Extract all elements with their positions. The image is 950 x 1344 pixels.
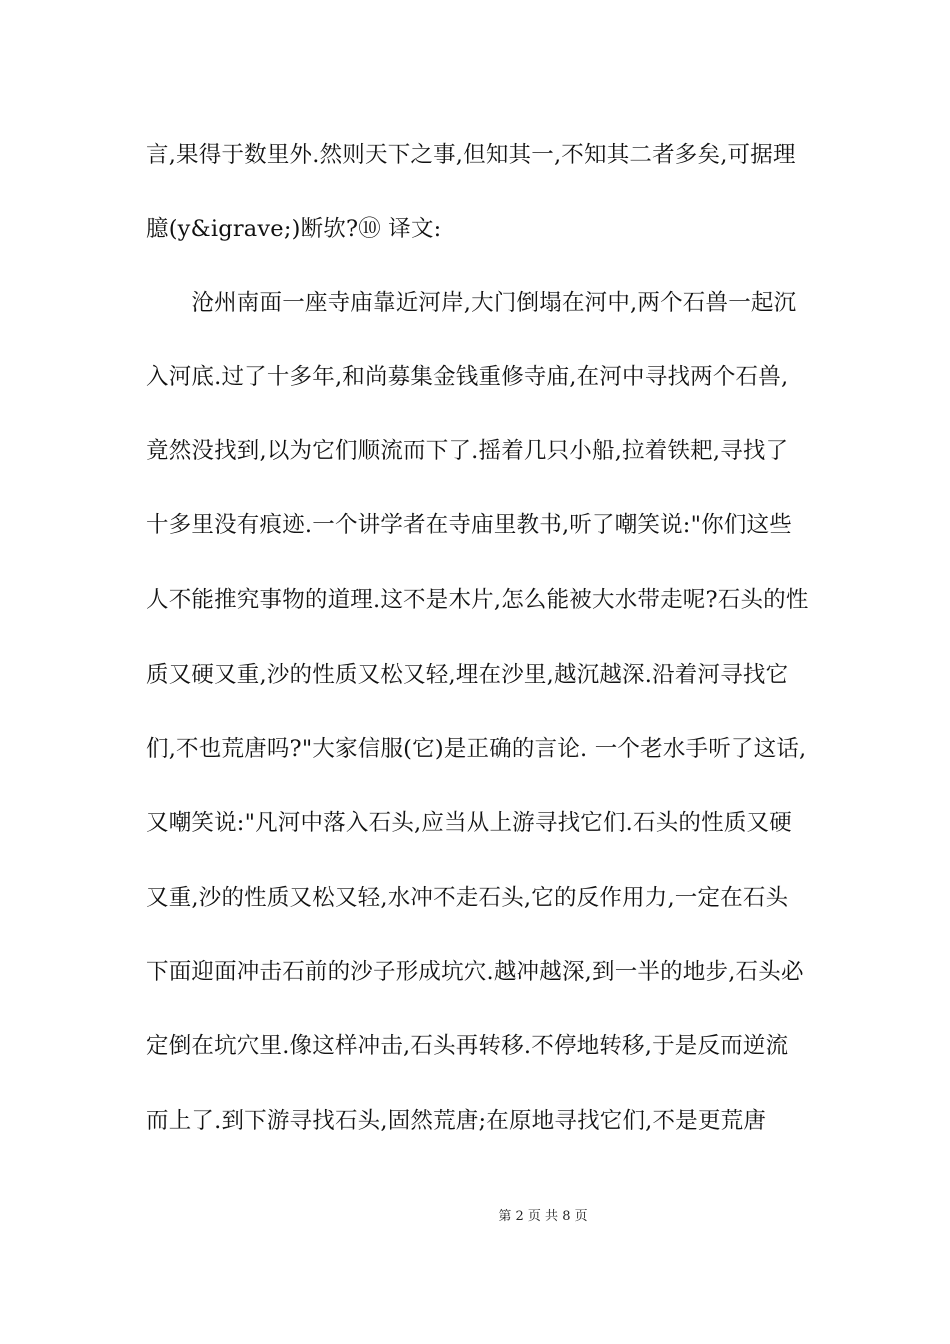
text-line-9: 们,不也荒唐吗?"大家信服(它)是正确的言论. 一个老水手听了这话, bbox=[146, 736, 807, 762]
text-line-4: 入河底.过了十多年,和尚募集金钱重修寺庙,在河中寻找两个石兽, bbox=[146, 364, 789, 390]
page-number: 第 2 页 共 8 页 bbox=[498, 1209, 588, 1224]
text-line-7: 人不能推究事物的道理.这不是木片,怎么能被大水带走呢?石头的性 bbox=[146, 587, 809, 613]
page-footer bbox=[0, 1208, 950, 1226]
text-line-12: 下面迎面冲击石前的沙子形成坑穴.越冲越深,到一半的地步,石头必 bbox=[146, 959, 804, 985]
text-line-2: 臆(y&igrave;)断欤?⑩ 译文: bbox=[146, 216, 442, 242]
text-line-14: 而上了.到下游寻找石头,固然荒唐;在原地寻找它们,不是更荒唐 bbox=[146, 1108, 767, 1134]
text-line-5: 竟然没找到,以为它们顺流而下了.摇着几只小船,拉着铁耙,寻找了 bbox=[146, 438, 789, 464]
text-line-3: 沧州南面一座寺庙靠近河岸,大门倒塌在河中,两个石兽一起沉 bbox=[146, 290, 797, 316]
text-line-1: 言,果得于数里外.然则天下之事,但知其一,不知其二者多矣,可据理 bbox=[146, 142, 796, 168]
text-line-10: 又嘲笑说:"凡河中落入石头,应当从上游寻找它们.石头的性质又硬 bbox=[146, 810, 792, 836]
text-line-8: 质又硬又重,沙的性质又松又轻,埋在沙里,越沉越深.沿着河寻找它 bbox=[146, 662, 789, 688]
text-line-13: 定倒在坑穴里.像这样冲击,石头再转移.不停地转移,于是反而逆流 bbox=[146, 1033, 789, 1059]
text-line-6: 十多里没有痕迹.一个讲学者在寺庙里教书,听了嘲笑说:"你们这些 bbox=[146, 512, 792, 538]
text-line-11: 又重,沙的性质又松又轻,水冲不走石头,它的反作用力,一定在石头 bbox=[146, 885, 789, 911]
